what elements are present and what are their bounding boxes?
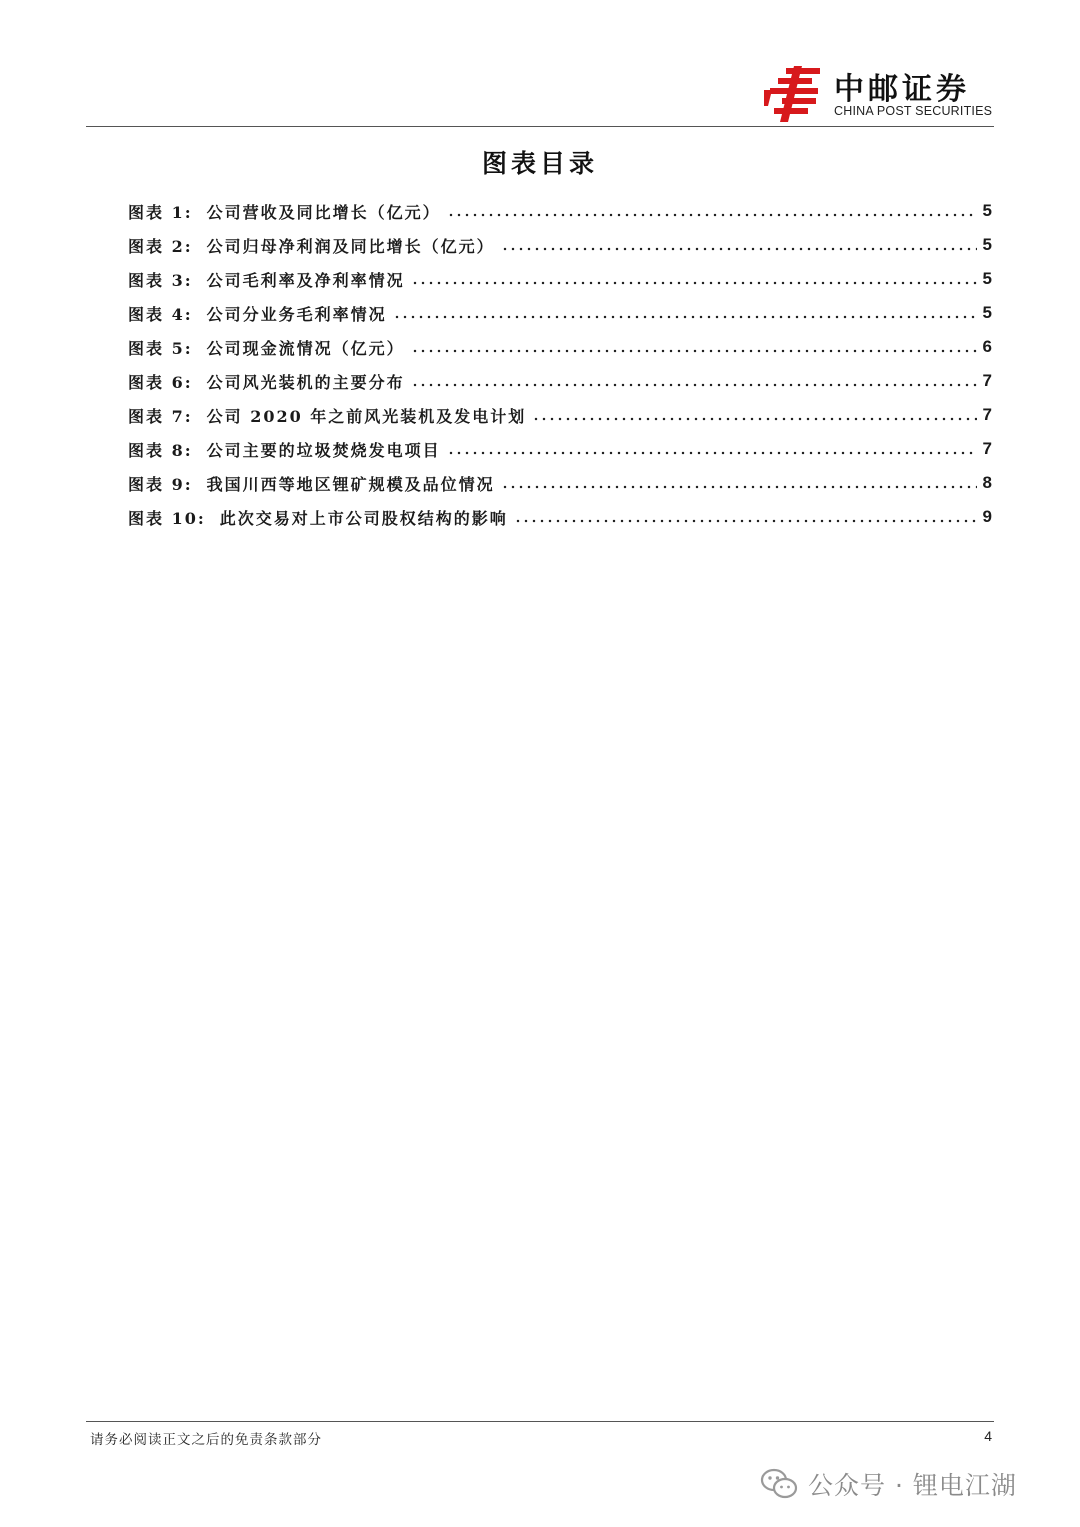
toc-entry-text: 公司主要的垃圾焚烧发电项目 [206,440,441,460]
toc-entry[interactable] [128,432,992,466]
dot-leader [393,315,977,319]
toc-entry-label: 图表 7: [128,406,193,426]
toc-entry-text: 公司归母净利润及同比增长（亿元） [206,236,495,256]
toc-entry-page: 7 [982,371,992,390]
toc-entry-page: 5 [982,201,992,220]
china-post-logo-icon [764,66,826,122]
toc-entry-label: 图表 9: [128,474,193,494]
toc-entry-page: 5 [982,303,992,322]
toc-entry[interactable] [128,228,992,262]
toc-entry-label: 图表 8: [128,440,193,460]
dot-leader [447,451,977,455]
dot-leader [447,213,977,217]
toc-entry-page: 7 [982,405,992,424]
toc-entry[interactable] [128,466,992,500]
page-footer [86,1421,994,1452]
toc-entry-label: 图表 5: [128,338,193,358]
toc-entry-label: 图表 1: [128,202,193,222]
wechat-watermark [760,1462,1017,1506]
logo-english-name: CHINA POST SECURITIES [834,104,993,118]
toc-entry-page: 5 [982,269,992,288]
toc-entry-label: 图表 10: [128,508,206,528]
toc-entry-text: 此次交易对上市公司股权结构的影响 [219,508,508,528]
dot-leader [532,417,976,421]
figure-toc-list [128,194,992,534]
dot-leader [411,349,977,353]
toc-entry-text: 公司现金流情况（亿元） [206,338,405,358]
dot-leader [411,281,977,285]
watermark-text: 公众号 · 锂电江湖 [808,1471,1017,1500]
toc-entry-text: 我国川西等地区锂矿规模及品位情况 [206,474,495,494]
toc-entry-text: 公司分业务毛利率情况 [206,304,387,324]
logo-chinese-name: 中邮证券 [834,72,970,107]
wechat-icon [760,1467,798,1501]
toc-entry-text: 公司毛利率及净利率情况 [206,270,405,290]
toc-entry-label: 图表 3: [128,270,193,290]
footer-disclaimer: 请务必阅读正文之后的免责条款部分 [90,1432,322,1448]
toc-entry[interactable] [128,262,992,296]
dot-leader [501,247,977,251]
toc-entry-page: 8 [982,473,992,492]
toc-entry-page: 6 [982,337,992,356]
toc-entry-text: 公司 2020 年之前风光装机及发电计划 [206,406,527,426]
toc-entry[interactable] [128,296,992,330]
page-header [86,60,994,127]
dot-leader [501,485,977,489]
toc-entry-text: 公司风光装机的主要分布 [206,372,405,392]
dot-leader [514,519,977,523]
dot-leader [411,383,977,387]
toc-entry[interactable] [128,194,992,228]
toc-entry-page: 5 [982,235,992,254]
toc-entry[interactable] [128,330,992,364]
toc-entry-label: 图表 2: [128,236,193,256]
page-number: 4 [984,1428,992,1444]
toc-entry[interactable] [128,500,992,534]
toc-entry[interactable] [128,364,992,398]
page-title: 图表目录 [481,149,598,178]
company-logo [764,64,994,122]
toc-entry-label: 图表 4: [128,304,193,324]
toc-entry[interactable] [128,398,992,432]
toc-entry-page: 7 [982,439,992,458]
toc-entry-label: 图表 6: [128,372,193,392]
toc-entry-page: 9 [982,507,992,526]
toc-entry-text: 公司营收及同比增长（亿元） [206,202,441,222]
